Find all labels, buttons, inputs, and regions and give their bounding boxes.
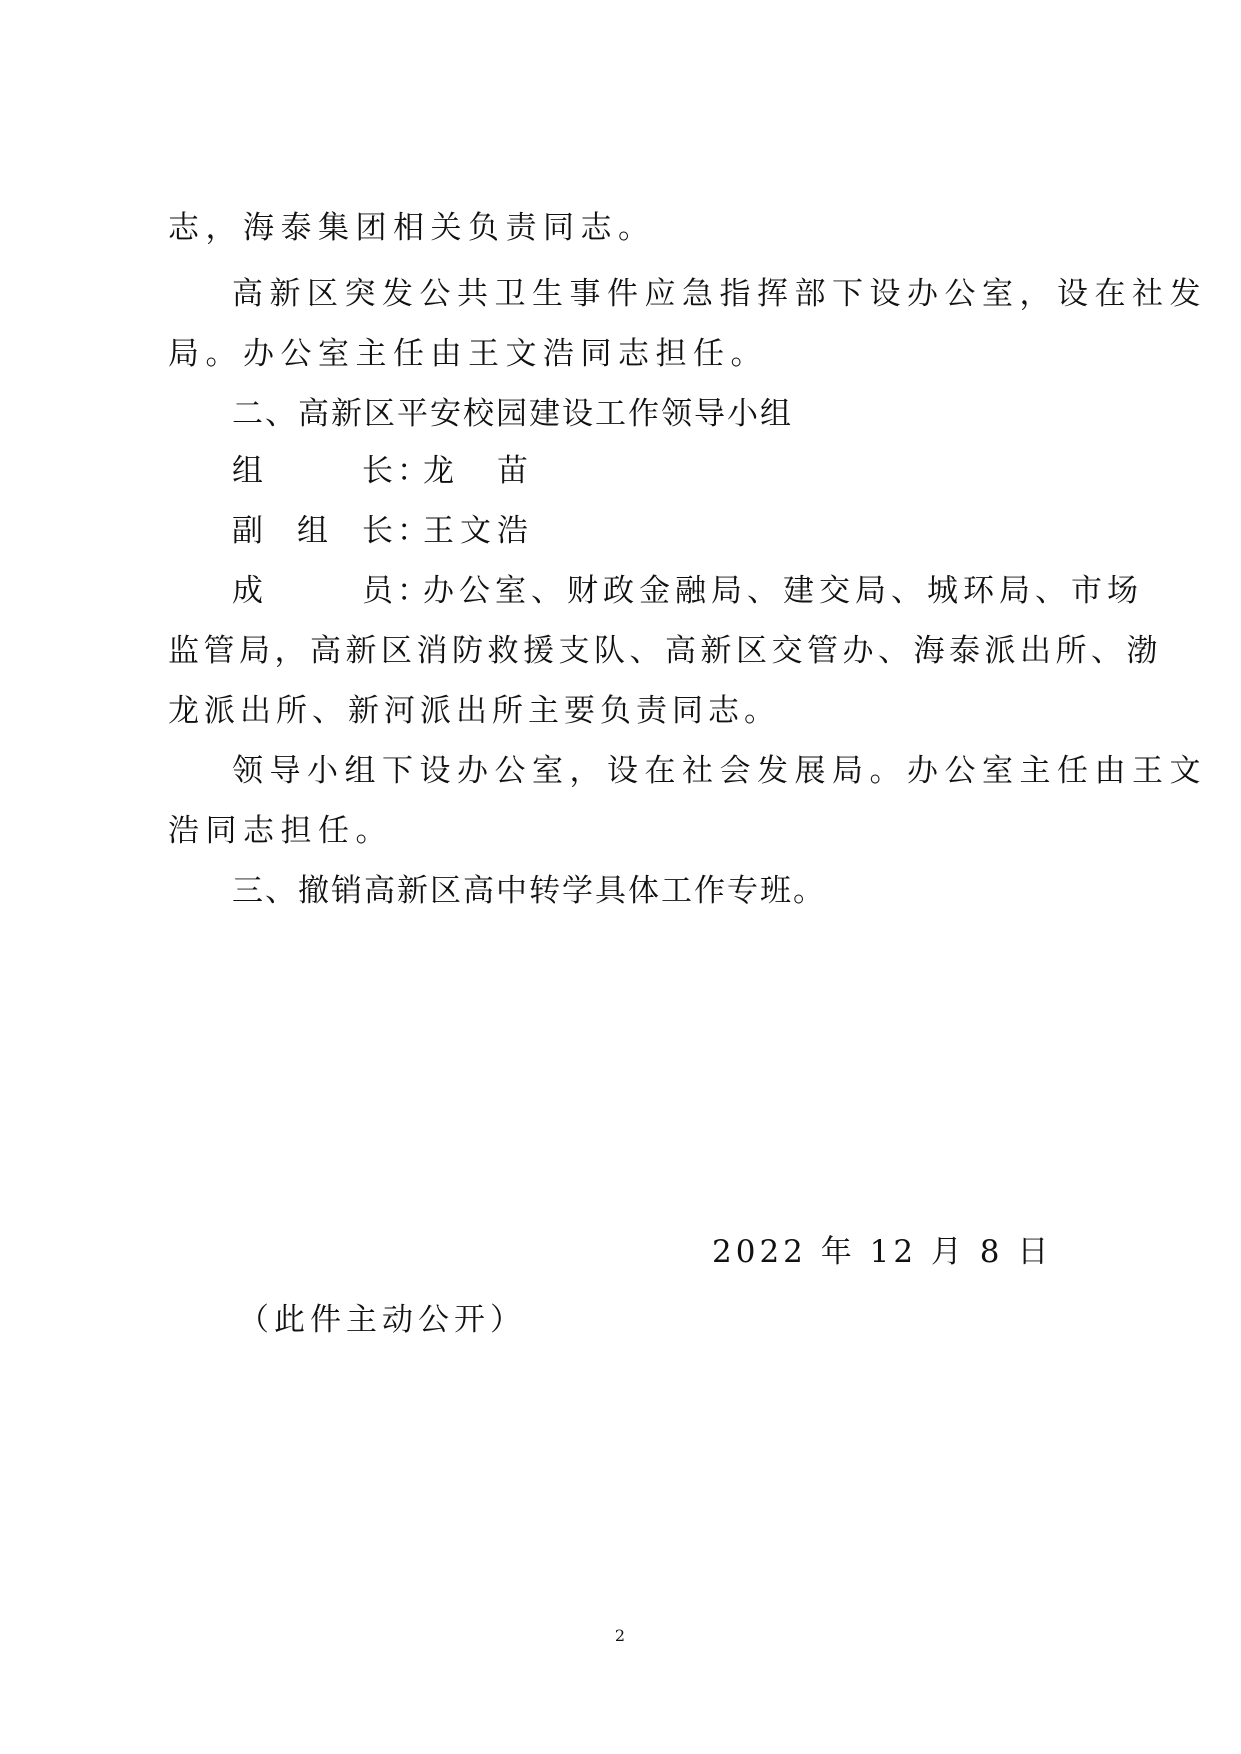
deputy-leader-colon: ： [397,513,428,549]
page-number: 2 [614,1626,626,1645]
document-date: 2022 年 12 月 8 日 [712,1234,1053,1270]
leader-label-char: 长 [362,453,393,489]
leader-name: 龙 苗 [423,453,534,489]
members-label-char: 员 [362,573,393,609]
paragraph-line: 局。办公室主任由王文浩同志担任。 [168,336,768,372]
members-list-line: 龙派出所、新河派出所主要负责同志。 [168,693,780,729]
members-colon: ： [397,573,428,609]
paragraph-line: 浩同志担任。 [168,813,393,849]
leader-row [232,451,534,491]
deputy-leader-name: 王文浩 [423,513,534,549]
paragraph-line: 志，海泰集团相关负责同志。 [168,210,656,246]
deputy-leader-row [232,511,534,551]
paragraph-line: 高新区突发公共卫生事件应急指挥部下设办公室，设在社发 [232,276,1207,312]
leader-label-char: 组 [232,453,263,489]
section-heading: 三、撤销高新区高中转学具体工作专班。 [232,873,826,909]
members-list-line: 监管局，高新区消防救援支队、高新区交管办、海泰派出所、渤 [168,633,1162,669]
members-row [232,571,1143,611]
deputy-leader-label-char: 组 [297,513,328,549]
deputy-leader-label-char: 长 [362,513,393,549]
members-list-line: 办公室、财政金融局、建交局、城环局、市场 [423,573,1143,609]
members-label-char: 成 [232,573,263,609]
paragraph-line: 领导小组下设办公室，设在社会发展局。办公室主任由王文 [232,753,1207,789]
leader-colon: ： [397,453,428,489]
deputy-leader-label-char: 副 [232,513,263,549]
disclosure-note: （此件主动公开） [238,1302,526,1338]
section-heading: 二、高新区平安校园建设工作领导小组 [232,396,793,432]
